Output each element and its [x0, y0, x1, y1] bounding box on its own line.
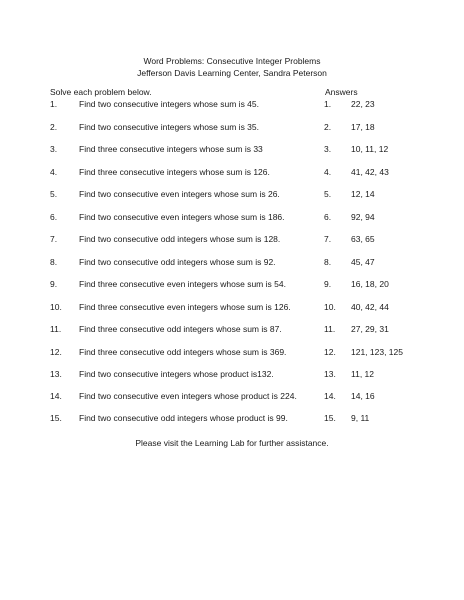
- answer-number: 8.: [324, 257, 332, 267]
- answer-number: 11.: [324, 324, 336, 334]
- problem-text: Find three consecutive integers whose sum is 126.: [79, 167, 270, 177]
- footer-note: Please visit the Learning Lab for further assistance.: [135, 438, 329, 448]
- answer-value: 40, 42, 44: [351, 302, 389, 312]
- problem-row: [0, 166, 464, 178]
- problem-row: [0, 368, 464, 380]
- problem-text: Find two consecutive even integers whose product is 224.: [79, 391, 297, 401]
- problem-row: [0, 233, 464, 245]
- problem-number: 15.: [50, 413, 62, 423]
- problem-number: 7.: [50, 234, 58, 244]
- problem-text: Find three consecutive integers whose sum is 33: [79, 144, 263, 154]
- worksheet-subtitle: Jefferson Davis Learning Center, Sandra Peterson: [137, 68, 327, 78]
- instructions: Solve each problem below.: [50, 87, 152, 97]
- problem-number: 6.: [50, 212, 58, 222]
- answer-value: 121, 123, 125: [351, 347, 403, 357]
- problem-number: 10.: [50, 302, 62, 312]
- worksheet-header: [0, 55, 464, 79]
- answer-value: 45, 47: [351, 257, 375, 267]
- answer-number: 5.: [324, 189, 332, 199]
- problem-row: [0, 98, 464, 110]
- answer-value: 17, 18: [351, 122, 375, 132]
- problem-number: 14.: [50, 391, 62, 401]
- problem-text: Find two consecutive integers whose sum is 45.: [79, 99, 260, 109]
- problem-number: 12.: [50, 347, 62, 357]
- problem-row: [0, 211, 464, 223]
- answer-value: 12, 14: [351, 189, 375, 199]
- problem-number: 3.: [50, 144, 58, 154]
- answer-value: 11, 12: [351, 369, 375, 379]
- problem-text: Find two consecutive odd integers whose product is 99.: [79, 413, 288, 423]
- answer-number: 15.: [324, 413, 336, 423]
- answer-number: 10.: [324, 302, 336, 312]
- problem-number: 2.: [50, 122, 58, 132]
- answer-number: 1.: [324, 99, 332, 109]
- problem-number: 13.: [50, 369, 62, 379]
- answer-value: 27, 29, 31: [351, 324, 389, 334]
- problem-row: [0, 188, 464, 200]
- answer-value: 41, 42, 43: [351, 167, 389, 177]
- problem-text: Find two consecutive even integers whose sum is 186.: [79, 212, 285, 222]
- problem-text: Find two consecutive odd integers whose sum is 128.: [79, 234, 281, 244]
- problem-number: 11.: [50, 324, 62, 334]
- problem-row: [0, 143, 464, 155]
- problem-row: [0, 412, 464, 424]
- answers-heading: Answers: [325, 87, 358, 97]
- answer-value: 10, 11, 12: [351, 144, 389, 154]
- answer-value: 92, 94: [351, 212, 375, 222]
- problem-row: [0, 301, 464, 313]
- problem-row: [0, 346, 464, 358]
- problem-number: 9.: [50, 279, 58, 289]
- problem-row: [0, 256, 464, 268]
- problem-number: 4.: [50, 167, 58, 177]
- problem-text: Find two consecutive even integers whose sum is 26.: [79, 189, 280, 199]
- answer-value: 9, 11: [351, 413, 370, 423]
- answer-number: 4.: [324, 167, 332, 177]
- answer-value: 63, 65: [351, 234, 375, 244]
- answer-number: 12.: [324, 347, 336, 357]
- answer-number: 13.: [324, 369, 336, 379]
- problem-row: [0, 390, 464, 402]
- problem-text: Find three consecutive odd integers whose sum is 369.: [79, 347, 287, 357]
- problem-row: [0, 278, 464, 290]
- problem-number: 1.: [50, 99, 58, 109]
- problem-text: Find three consecutive even integers whose sum is 126.: [79, 302, 291, 312]
- answer-number: 14.: [324, 391, 336, 401]
- answer-number: 7.: [324, 234, 332, 244]
- problem-row: [0, 323, 464, 335]
- problem-row: [0, 121, 464, 133]
- answer-number: 2.: [324, 122, 332, 132]
- problem-text: Find two consecutive integers whose sum is 35.: [79, 122, 260, 132]
- answer-number: 6.: [324, 212, 332, 222]
- answer-value: 14, 16: [351, 391, 375, 401]
- answer-value: 16, 18, 20: [351, 279, 389, 289]
- problem-text: Find three consecutive even integers whose sum is 54.: [79, 279, 286, 289]
- problem-text: Find two consecutive odd integers whose sum is 92.: [79, 257, 276, 267]
- worksheet-title: Word Problems: Consecutive Integer Problems: [143, 56, 321, 66]
- answer-number: 9.: [324, 279, 332, 289]
- answer-number: 3.: [324, 144, 332, 154]
- answer-value: 22, 23: [351, 99, 375, 109]
- problem-number: 8.: [50, 257, 58, 267]
- problem-text: Find two consecutive integers whose product is132.: [79, 369, 274, 379]
- problem-text: Find three consecutive odd integers whose sum is 87.: [79, 324, 282, 334]
- problem-number: 5.: [50, 189, 58, 199]
